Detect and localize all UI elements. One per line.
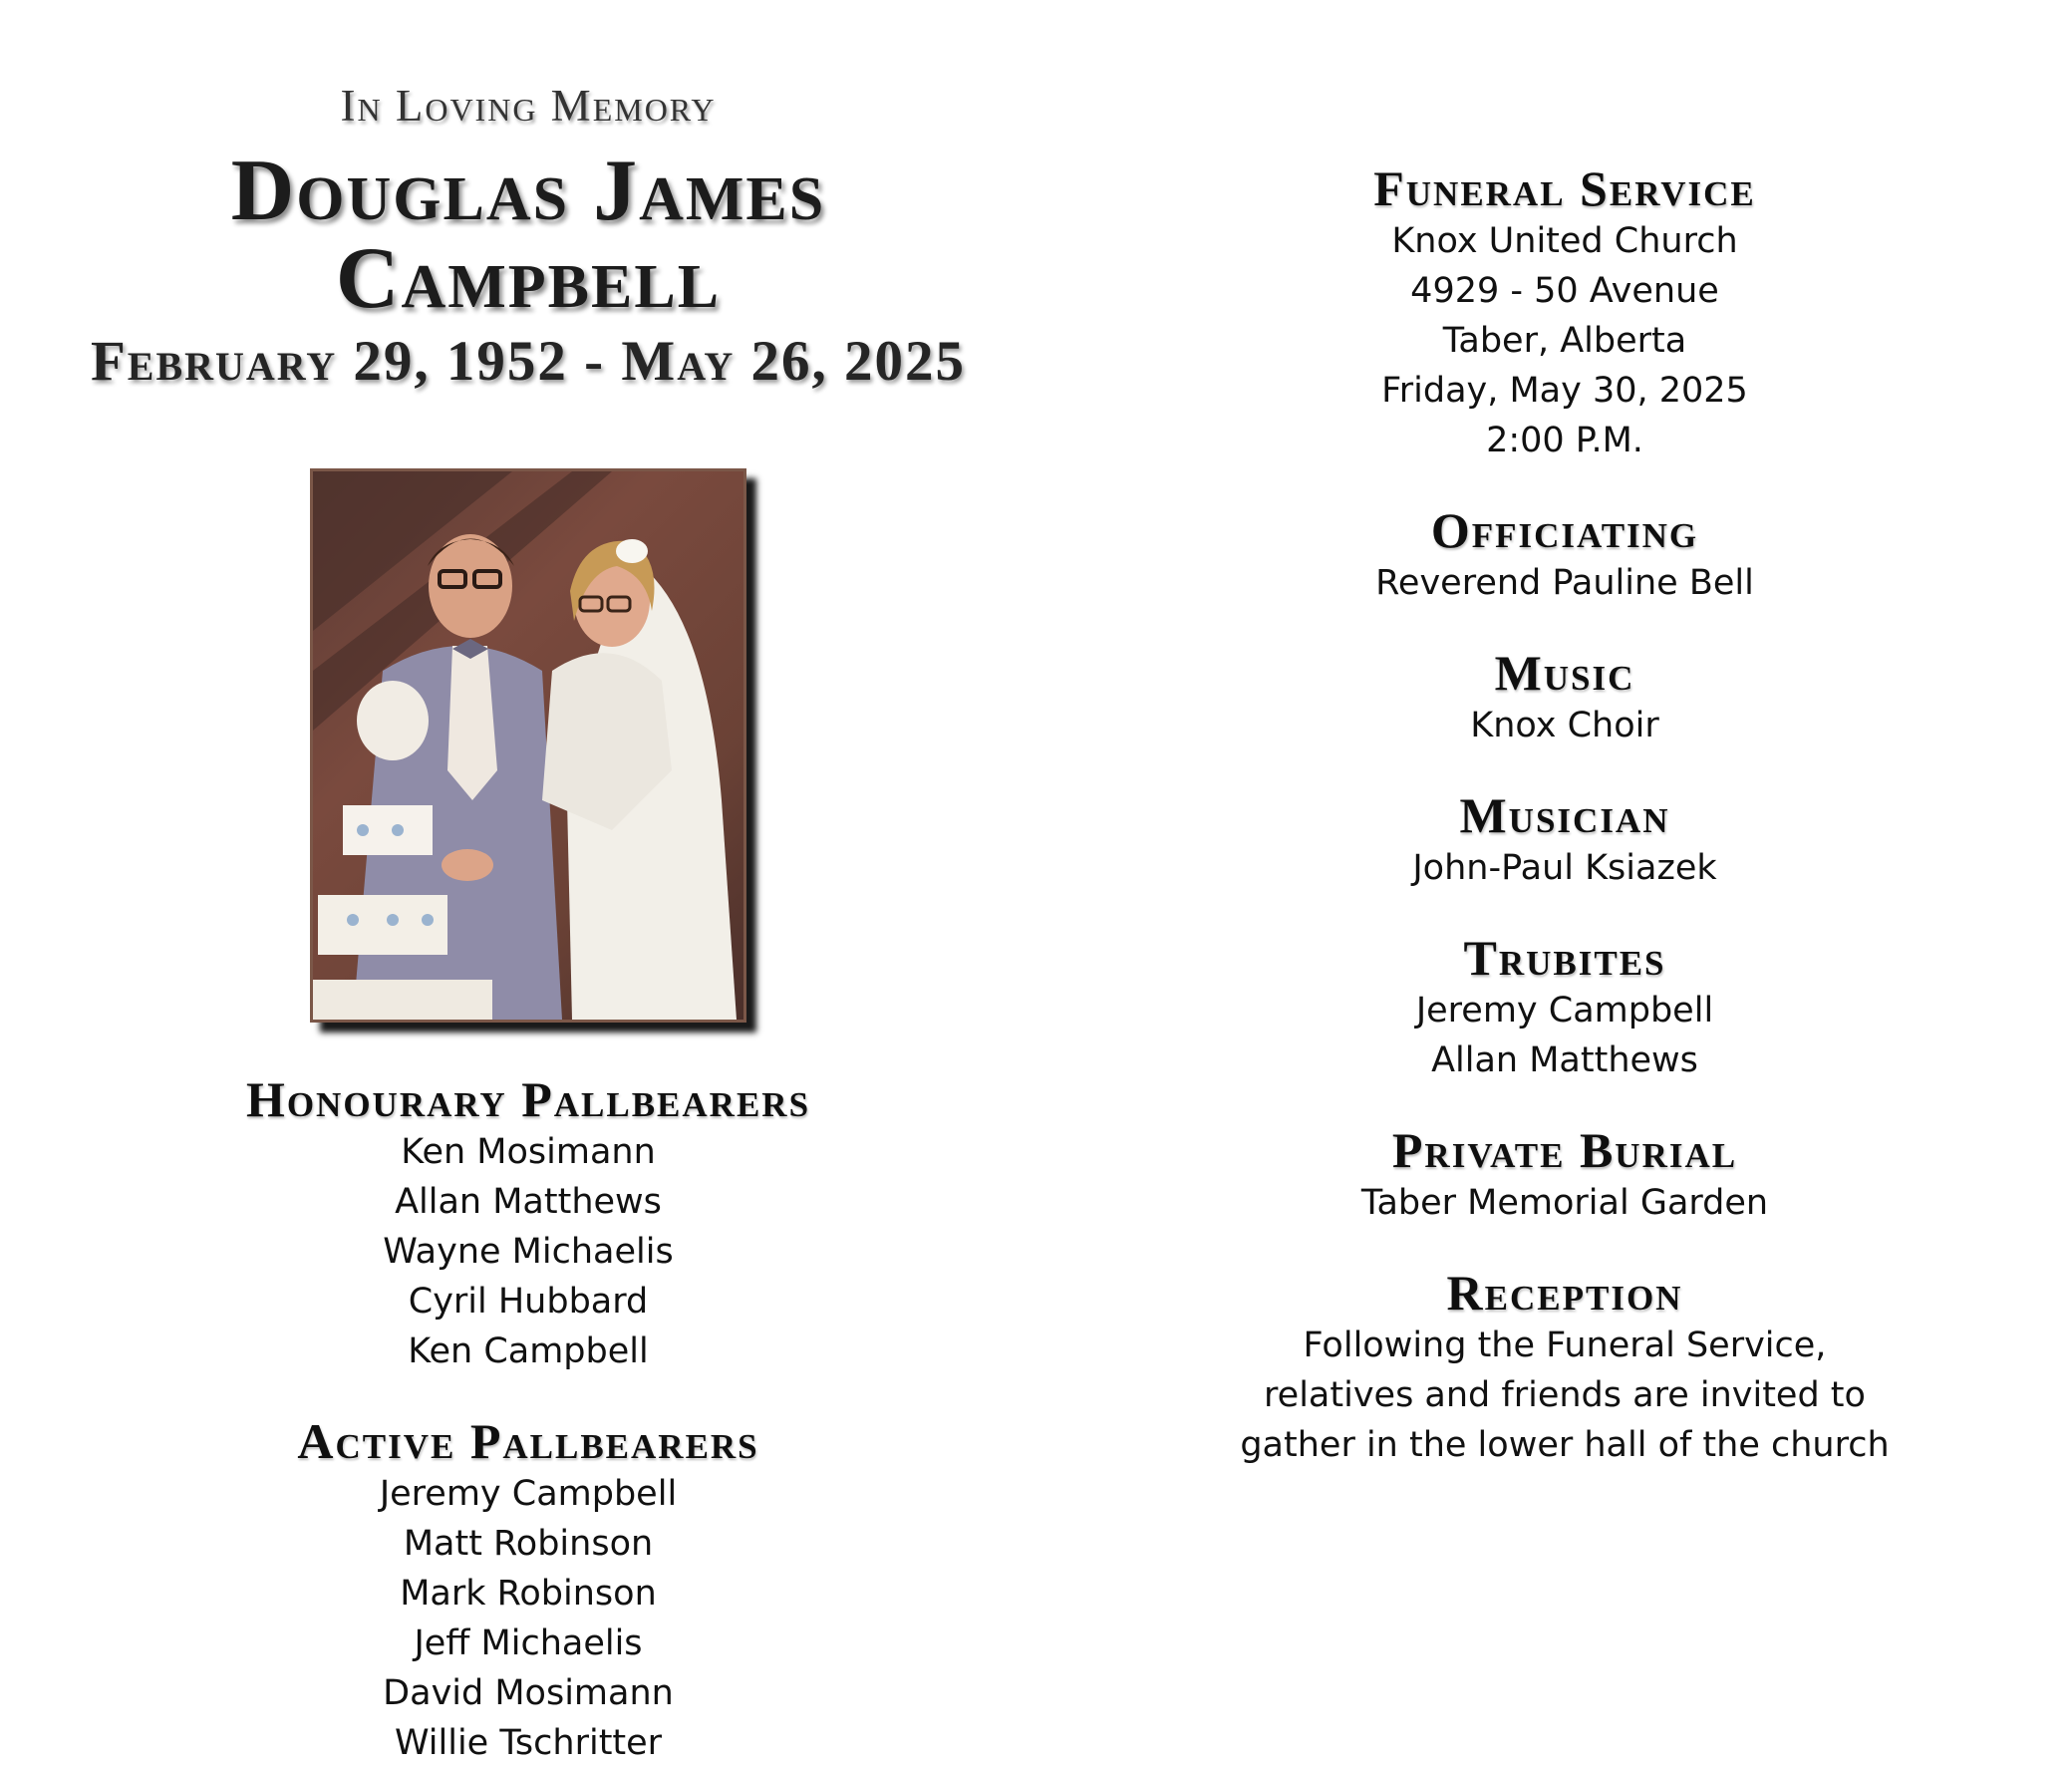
honourary-pallbearers-section [40, 1072, 1017, 1376]
tributes-heading: Trubites [1463, 930, 1666, 986]
reception-heading: Reception [1446, 1265, 1683, 1321]
tributes-line: Allan Matthews [1431, 1040, 1698, 1080]
active-pallbearers-heading: Active Pallbearers [297, 1413, 759, 1469]
musician-heading: Musician [1459, 787, 1670, 843]
reception-line: Following the Funeral Service, [1303, 1326, 1827, 1365]
active-pallbearer: Jeff Michaelis [414, 1623, 643, 1663]
funeral-service-line: 2:00 P.M. [1486, 421, 1643, 460]
active-pallbearer: Mark Robinson [400, 1574, 657, 1614]
funeral-service-line: Friday, May 30, 2025 [1381, 371, 1748, 411]
tributes-section [1116, 931, 2013, 1085]
active-pallbearer: Matt Robinson [403, 1524, 654, 1564]
officiating-section [1116, 503, 2013, 608]
funeral-service-line: Knox United Church [1391, 221, 1738, 261]
private-burial-line: Taber Memorial Garden [1360, 1183, 1769, 1223]
deceased-name: Douglas James Campbell [230, 143, 826, 327]
active-pallbearer: Willie Tschritter [394, 1723, 663, 1763]
honourary-pallbearers-heading: Honourary Pallbearers [245, 1071, 811, 1127]
funeral-service-heading: Funeral Service [1373, 160, 1756, 216]
musician-section [1116, 788, 2013, 893]
musician-line: John-Paul Ksiazek [1412, 848, 1717, 888]
honourary-pallbearer: Ken Mosimann [401, 1132, 656, 1172]
in-loving-memory: In Loving Memory [340, 81, 717, 131]
honourary-pallbearer: Allan Matthews [395, 1182, 662, 1222]
honourary-pallbearer: Cyril Hubbard [408, 1282, 649, 1322]
active-pallbearer: David Mosimann [383, 1673, 674, 1713]
active-pallbearers-section [40, 1414, 1017, 1768]
tributes-line: Jeremy Campbell [1415, 991, 1714, 1031]
officiating-heading: Officiating [1430, 502, 1699, 558]
life-dates: February 29, 1952 - May 26, 2025 [90, 330, 967, 393]
officiating-line: Reverend Pauline Bell [1375, 563, 1754, 603]
active-pallbearer: Jeremy Campbell [379, 1474, 678, 1514]
reception-line: relatives and friends are invited to [1264, 1375, 1866, 1415]
honourary-pallbearer: Wayne Michaelis [383, 1232, 674, 1272]
music-line: Knox Choir [1470, 706, 1659, 745]
wedding-photo-illustration [313, 471, 743, 1020]
private-burial-section [1116, 1123, 2013, 1228]
reception-line: gather in the lower hall of the church [1240, 1425, 1890, 1465]
funeral-service-section [1116, 161, 2013, 465]
honourary-pallbearer: Ken Campbell [408, 1331, 649, 1371]
right-panel [1116, 0, 2013, 1470]
funeral-service-line: 4929 - 50 Avenue [1410, 271, 1719, 311]
reception-section [1116, 1266, 2013, 1470]
private-burial-heading: Private Burial [1391, 1122, 1738, 1178]
music-heading: Music [1494, 645, 1635, 701]
music-section [1116, 646, 2013, 750]
wedding-photo [310, 468, 746, 1023]
funeral-service-line: Taber, Alberta [1442, 321, 1687, 361]
left-panel [40, 0, 1017, 1768]
